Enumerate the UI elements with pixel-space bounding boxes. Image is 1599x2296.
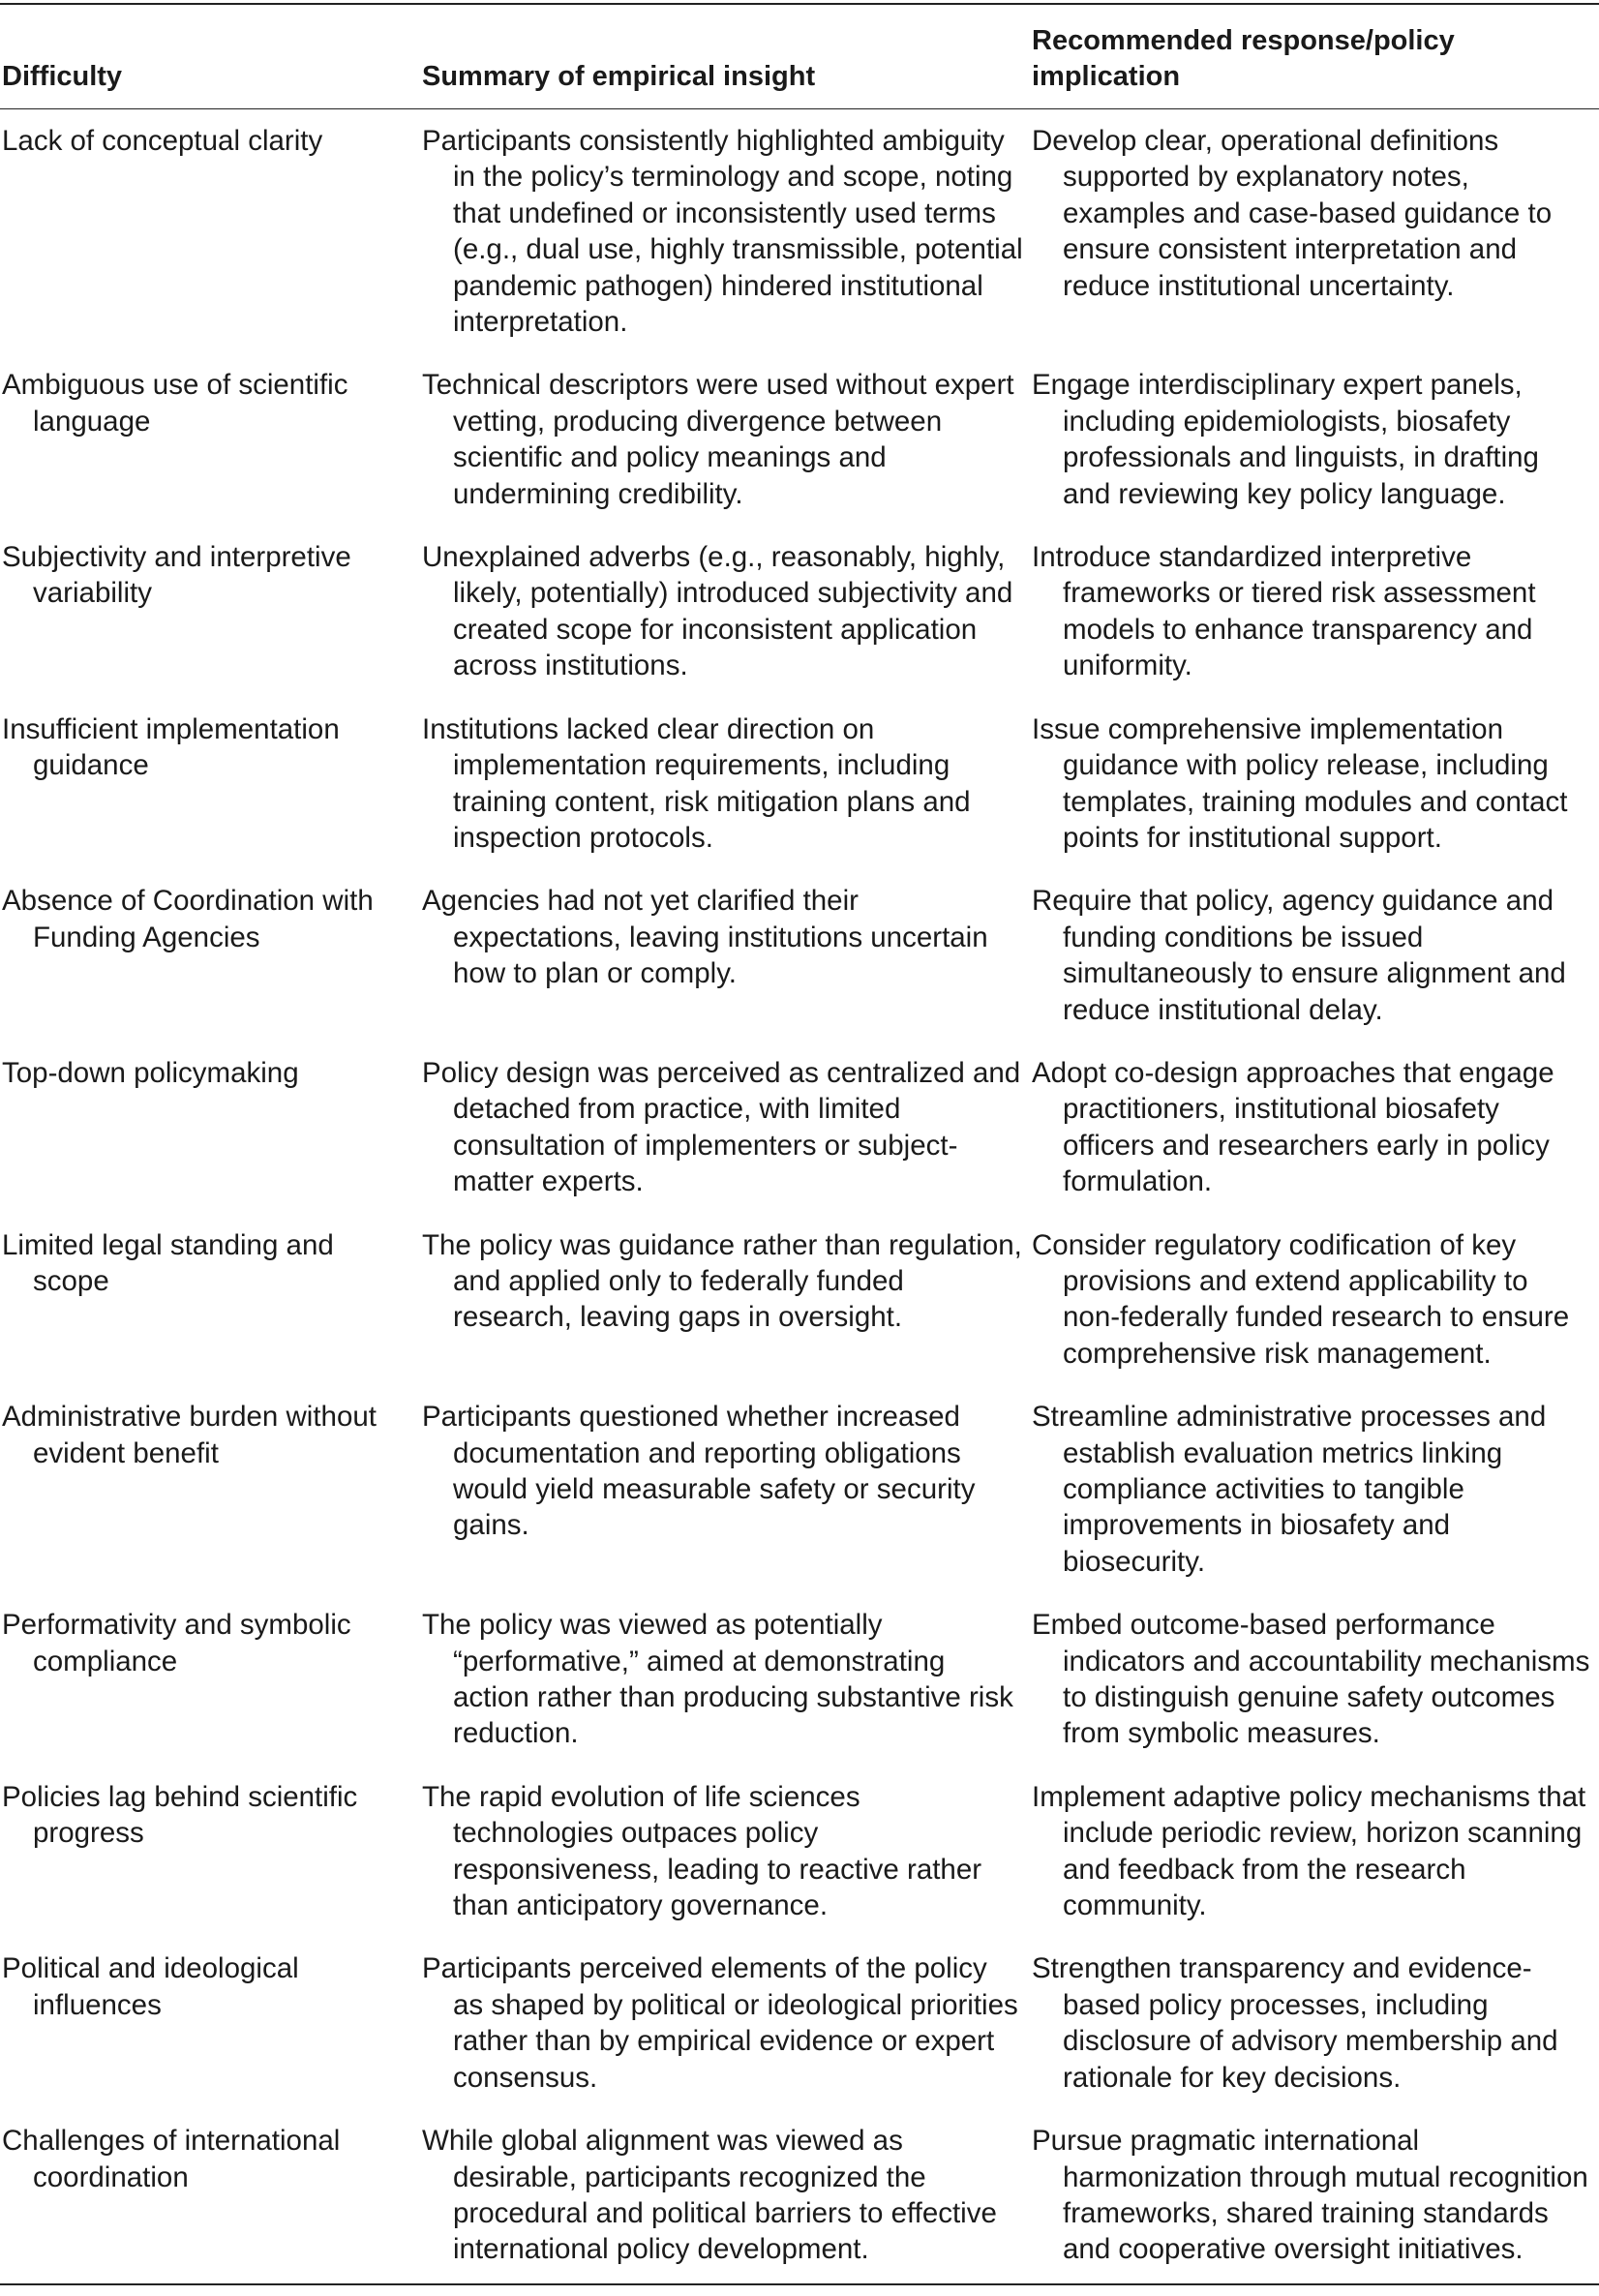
difficulty-cell-text: Insufficient implementation guidance	[2, 712, 340, 782]
insight-cell	[420, 871, 1032, 1043]
difficulty-cell	[0, 1387, 420, 1595]
insight-cell-text: While global alignment was viewed as desirable, participants recognized the procedural and political barriers to effective international policy development.	[422, 2125, 997, 2266]
insight-cell	[420, 355, 1032, 528]
difficulty-cell-text: Subjectivity and interpretive variability	[2, 541, 351, 610]
response-cell-text: Engage interdisciplinary expert panels, including epidemiologists, biosafety professionals and linguists, in drafting and reviewing key policy language.	[1032, 369, 1539, 510]
response-cell	[1032, 355, 1599, 528]
insight-cell	[420, 700, 1032, 872]
response-cell-text: Consider regulatory codification of key provisions and extend applicability to non-federally funded research to ensure comprehensive risk management.	[1032, 1228, 1570, 1370]
insight-cell-text: The rapid evolution of life sciences technologies outpaces policy responsiveness, leading to reactive rather than anticipatory governance.	[422, 1780, 982, 1922]
response-cell-text: Pursue pragmatic international harmonization through mutual recognition frameworks, shared training standards and cooperative oversight initiatives.	[1032, 2125, 1588, 2266]
difficulty-cell-text: Lack of conceptual clarity	[2, 125, 323, 157]
difficulty-cell	[0, 1043, 420, 1216]
difficulty-cell	[0, 528, 420, 700]
response-cell	[1032, 528, 1599, 700]
difficulty-cell-text: Ambiguous use of scientific language	[2, 369, 348, 438]
insight-cell	[420, 1387, 1032, 1595]
response-cell-text: Adopt co-design approaches that engage practitioners, institutional biosafety officers and researchers early in policy formulation.	[1032, 1056, 1554, 1198]
insight-cell-text: Agencies had not yet clarified their expectations, leaving institutions uncertain how to plan or comply.	[422, 885, 988, 990]
response-cell	[1032, 1595, 1599, 1767]
difficulty-cell-text: Challenges of international coordination	[2, 2125, 341, 2193]
header-difficulty: Difficulty	[2, 61, 123, 92]
insight-cell	[420, 1595, 1032, 1767]
insight-cell-text: Unexplained adverbs (e.g., reasonably, highly, likely, potentially) introduced subjectivity and created scope for inconsistent application across institutions.	[422, 541, 1013, 682]
header-insight: Summary of empirical insight	[422, 61, 816, 92]
table-row	[0, 109, 1599, 356]
difficulty-cell	[0, 1939, 420, 2111]
difficulty-cell	[0, 1216, 420, 1388]
insight-cell	[420, 1939, 1032, 2111]
insight-cell	[420, 1043, 1032, 1216]
difficulty-cell-text: Political and ideological influences	[2, 1952, 299, 2021]
response-cell	[1032, 1043, 1599, 1216]
insight-cell-text: Policy design was perceived as centralized and detached from practice, with limited consultation of implementers or subject-matter experts.	[422, 1056, 1021, 1198]
table-row	[0, 1595, 1599, 1767]
difficulty-cell-text: Performativity and symbolic compliance	[2, 1609, 351, 1677]
response-cell-text: Develop clear, operational definitions supported by explanatory notes, examples and case-based guidance to ensure consistent interpretation and reduce institutional uncertainty.	[1032, 125, 1553, 302]
table-row	[0, 355, 1599, 528]
insight-cell-text: The policy was guidance rather than regulation, and applied only to federally funded research, leaving gaps in oversight.	[422, 1228, 1022, 1334]
difficulty-cell	[0, 1767, 420, 1940]
insight-cell	[420, 2111, 1032, 2284]
table-row	[0, 1216, 1599, 1388]
response-cell-text: Strengthen transparency and evidence-based policy processes, including disclosure of advisory membership and rationale for key decisions.	[1032, 1952, 1558, 2094]
table-row	[0, 1387, 1599, 1595]
insight-cell-text: Participants questioned whether increased documentation and reporting obligations would yield measurable safety or security gains.	[422, 1401, 976, 1542]
difficulty-cell-text: Policies lag behind scientific progress	[2, 1780, 358, 1850]
difficulty-cell-text: Administrative burden without evident benefit	[2, 1401, 377, 1469]
difficulty-cell	[0, 109, 420, 356]
response-cell	[1032, 871, 1599, 1043]
response-cell	[1032, 2111, 1599, 2284]
table-body	[0, 109, 1599, 2284]
insight-cell	[420, 1216, 1032, 1388]
table-row	[0, 1767, 1599, 1940]
difficulty-cell-text: Top-down policymaking	[2, 1056, 299, 1089]
response-cell	[1032, 1387, 1599, 1595]
table-row	[0, 871, 1599, 1043]
insight-cell-text: Participants consistently highlighted ambiguity in the policy’s terminology and scope, noting that undefined or inconsistently used terms (e.g., dual use, highly transmissible, potential pandemic pathogen) hindered institutional interpretation.	[422, 125, 1023, 339]
response-cell-text: Streamline administrative processes and establish evaluation metrics linking compliance activities to tangible improvements in biosafety and biosecurity.	[1032, 1401, 1547, 1578]
insight-cell-text: Institutions lacked clear direction on implementation requirements, including training content, risk mitigation plans and inspection protocols.	[422, 712, 971, 854]
difficulty-cell	[0, 1595, 420, 1767]
table-row	[0, 700, 1599, 872]
response-cell-text: Implement adaptive policy mechanisms that include periodic review, horizon scanning and feedback from the research community.	[1032, 1780, 1586, 1922]
difficulty-cell	[0, 355, 420, 528]
response-cell-text: Issue comprehensive implementation guidance with policy release, including templates, training modules and contact points for institutional support.	[1032, 712, 1568, 854]
table-header-row	[0, 4, 1599, 109]
insight-cell-text: Participants perceived elements of the policy as shaped by political or ideological priorities rather than by empirical evidence or expert consensus.	[422, 1952, 1018, 2094]
insight-cell-text: The policy was viewed as potentially “performative,” aimed at demonstrating action rather than producing substantive risk reduction.	[422, 1609, 1013, 1750]
header-response: Recommended response/policy implication	[1032, 25, 1455, 92]
response-cell	[1032, 1767, 1599, 1940]
difficulty-cell	[0, 700, 420, 872]
insight-cell	[420, 528, 1032, 700]
response-cell	[1032, 1939, 1599, 2111]
difficulty-cell-text: Limited legal standing and scope	[2, 1228, 334, 1297]
response-cell-text: Embed outcome-based performance indicators and accountability mechanisms to distinguish genuine safety outcomes from symbolic measures.	[1032, 1609, 1590, 1750]
response-cell	[1032, 109, 1599, 356]
difficulty-cell-text: Absence of Coordination with Funding Agencies	[2, 885, 374, 953]
response-cell-text: Introduce standardized interpretive frameworks or tiered risk assessment models to enhance transparency and uniformity.	[1032, 541, 1536, 682]
response-cell	[1032, 1216, 1599, 1388]
difficulty-cell	[0, 871, 420, 1043]
response-cell-text: Require that policy, agency guidance and funding conditions be issued simultaneously to ensure alignment and reduce institutional delay.	[1032, 885, 1566, 1026]
insight-cell	[420, 109, 1032, 356]
table-row	[0, 2111, 1599, 2284]
table-row	[0, 1043, 1599, 1216]
difficulty-cell	[0, 2111, 420, 2284]
response-cell	[1032, 700, 1599, 872]
insight-cell-text: Technical descriptors were used without expert vetting, producing divergence between scientific and policy meanings and undermining credibility.	[422, 369, 1014, 510]
table-row	[0, 1939, 1599, 2111]
table-row	[0, 528, 1599, 700]
difficulties-table	[0, 3, 1599, 2285]
insight-cell	[420, 1767, 1032, 1940]
